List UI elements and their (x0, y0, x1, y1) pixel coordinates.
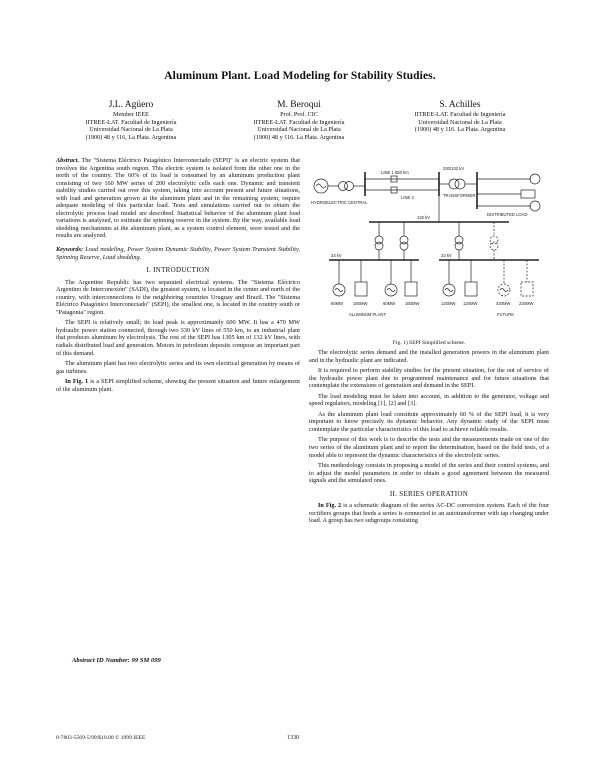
paper-title: Aluminum Plant. Load Modeling for Stability Studies. (164, 70, 436, 82)
author-3 (385, 100, 535, 134)
keywords (56, 246, 300, 261)
paragraph: The Argentine Republic has two separated electrical systems. The "Sistema Eléctrico Argentino de Interconexión" (SADI), the greatest system, is located in the center and north of the country, with interconnections to the neighboring countries Uruguay and Brazil. The "Sistema Eléctrico Patagónico Interconectado" (SEPI), the smallest one, is located in the country south or "Patagonia" region. (56, 278, 300, 316)
author-affiliation: (1900) 48 y 116. La Plata. Argentina (253, 133, 345, 141)
paragraph: The purpose of this work is to describe the tests and the measurements made on one of the two series of the aluminum plant and to report the determination, based on the field tests, of a model able to represent the dynamic characteristics of the electrolytic series. (309, 436, 549, 459)
author-affiliation: IITREE-LAT. Facultad de Ingeniería (253, 118, 345, 126)
abstract-id: Abstract ID Number: 99 SM 099 (72, 657, 161, 664)
fig-label-330-132: 330/132 kV (443, 166, 465, 171)
distributed-load-box (521, 190, 535, 198)
fig-label-mw: 420MW (496, 301, 511, 306)
fig-label-mw: 220MW (519, 301, 534, 306)
fig-label-aluminum: ALUMINUM PLANT (349, 312, 386, 317)
fig-ref: In Fig. 2 (318, 502, 342, 510)
fig-label-distributed: DISTRIBUTED LOAD (487, 212, 528, 217)
fig-label-33kv-a: 33 kV (331, 253, 342, 258)
fig-label-mw: 60MW (383, 301, 396, 306)
author-name: M. Beroqui (277, 100, 321, 110)
fig-label-mw: 120MW (463, 301, 478, 306)
paragraph (309, 502, 549, 525)
fig-label-hydro: HYDROELECTRIC CENTRAL (311, 200, 368, 205)
fig-ref-text: is a SEPI simplified scheme, showing the present situation and future enlargement of the aluminum plant. (56, 378, 301, 393)
abstract-text: The "Sistema Eléctrico Patagónico Interconectado (SEPI)" is an electric system that involves the Argentina south region. This electric system is isolated from the other one in the north of the country. The 60% of its load is consumed by an aluminum production plant consisting of two 160 MW series of 200 electrolytic cells each one. Dynamic and transient stability studies carried out over this system, taking into account present and future situations, with load and generation grown at the aluminum plant and in the remaining system, require adequate modeling of this particular load. Tests and simulations carried out to obtain the electrolytic process load model are described. Statistical behavior of the aluminum plant load variations is analyzed, to estimate the spinning reserve in the system. By the way, available load shedding mechanisms at the aluminum plant, as a system control element, were tested and the results are analyzed. (56, 157, 300, 240)
paragraph: The aluminum plant has two electrolytic series and its own electrical generation by means of gas turbines. (56, 360, 300, 375)
author-affiliation: IITREE-LAT. Facultad de Ingeniería (85, 118, 177, 126)
right-column (309, 349, 549, 528)
fig-label-mw: 160MW (405, 301, 420, 306)
author-affiliation: (1900) 48 y 116. La Plata. Argentina (414, 126, 506, 134)
author-affiliation: Universidad Nacional de La Plata (418, 118, 502, 126)
paragraph: This methodology consists in proposing a model of the series and their control systems, and to adjust the model parameters in order to obtain a good agreement between the measured signals and the simulated ones. (309, 462, 549, 485)
author-affiliation: IITREE-LAT. Facultad de Ingeniería (414, 111, 506, 118)
abstract (56, 157, 300, 240)
fig-label-line2: LINE 2 (401, 195, 414, 200)
left-column (56, 157, 300, 396)
author-affiliation: Universidad Nacional de La Plata (257, 126, 341, 134)
fig-label-line1: LINE 1 550 km (381, 170, 409, 175)
figure-caption: Fig. 1) SEPI Simplified scheme. (392, 340, 466, 346)
author-affiliation: Prof. Prof. CIC (280, 111, 318, 118)
section-heading-introduction: I. INTRODUCTION (146, 266, 210, 275)
fig-ref: In Fig. 1 (65, 378, 89, 386)
author-affiliation: Member IEEE (113, 111, 149, 118)
abstract-label: Abstract. (56, 157, 80, 164)
author-name: J.L. Agüero (108, 100, 154, 110)
fig-label-future: FUTURE (497, 312, 514, 317)
fig-label-mw: 120MW (441, 301, 456, 306)
fig-label-33kv-b: 33 kV (441, 253, 452, 258)
page-number: 1330 (287, 735, 299, 741)
fig-ref-text: is a schematic diagram of the series AC-DC conversion system. Each of the four rectifiers groups that feeds a series is connected to an autotransformer with tap changing under load. A group has two subgroups consisting (309, 502, 549, 525)
author-name: S. Achilles (439, 100, 481, 110)
author-1 (56, 100, 206, 141)
author-affiliation: (1900) 48 y 116, La Plata. Argentina (85, 133, 177, 141)
paragraph: The SEPI is relatively small; its load peak is approximately 600 MW. It has a 470 MW hydraulic power station connected, through two 330 kV lines of 550 km, to an industrial plant that produces aluminum by electrolysis. The rest of the SEPI has 1305 km of 132 kV lines, with radials distributed load and generation. Motors in petroleum deposits compose an important part of this demand. (56, 319, 300, 357)
paragraph: The electrolytic series demand and the installed generation powers in the aluminum plant and in the hydraulic plant are indicated. (309, 349, 549, 364)
paragraph: The load modeling must be taken into account, in addition to the generator, voltage and speed regulators, modeling [1], [2] and [3]. (309, 392, 549, 408)
paragraph (56, 378, 300, 393)
fig-label-132kv: 132 kV (417, 215, 431, 220)
footer-copyright: 0-7803-5569-5/99/$10.00 © 1999 IEEE (56, 735, 146, 741)
section-heading-series-operation: II. SERIES OPERATION (389, 489, 469, 498)
author-affiliation: Universidad Nacional de La Plata (89, 126, 173, 134)
fig-label-mw: 60MW (331, 301, 344, 306)
keywords-label: Keywords: (56, 246, 84, 254)
keywords-text: Load modeling, Power System Dynamic Stability, Power System Transient Stability, Spinning Reserve, Load shedding. (56, 246, 300, 261)
paragraph: As the aluminum plant load constitute approximately 60 % of the SEPI load, it is very important to know precisely its dynamic behavior. Any dynamic study of the SEPI must contemplate the particular characteristics of this load to achieve reliable results. (309, 410, 549, 433)
transformer-330-132 (449, 179, 459, 189)
fig-label-mw: 160MW (353, 301, 368, 306)
figure-1-sepi-scheme (309, 164, 549, 339)
paragraph: It is required to perform stability studies for the present situation, for the out of service of the hydraulic power plant due to programmed maintenance and for future situations that contemplate the extensions of generation and demand in the SEPI. (309, 367, 549, 390)
fig-label-transformer: TRANSFORMER (443, 193, 476, 198)
author-2 (224, 100, 374, 141)
